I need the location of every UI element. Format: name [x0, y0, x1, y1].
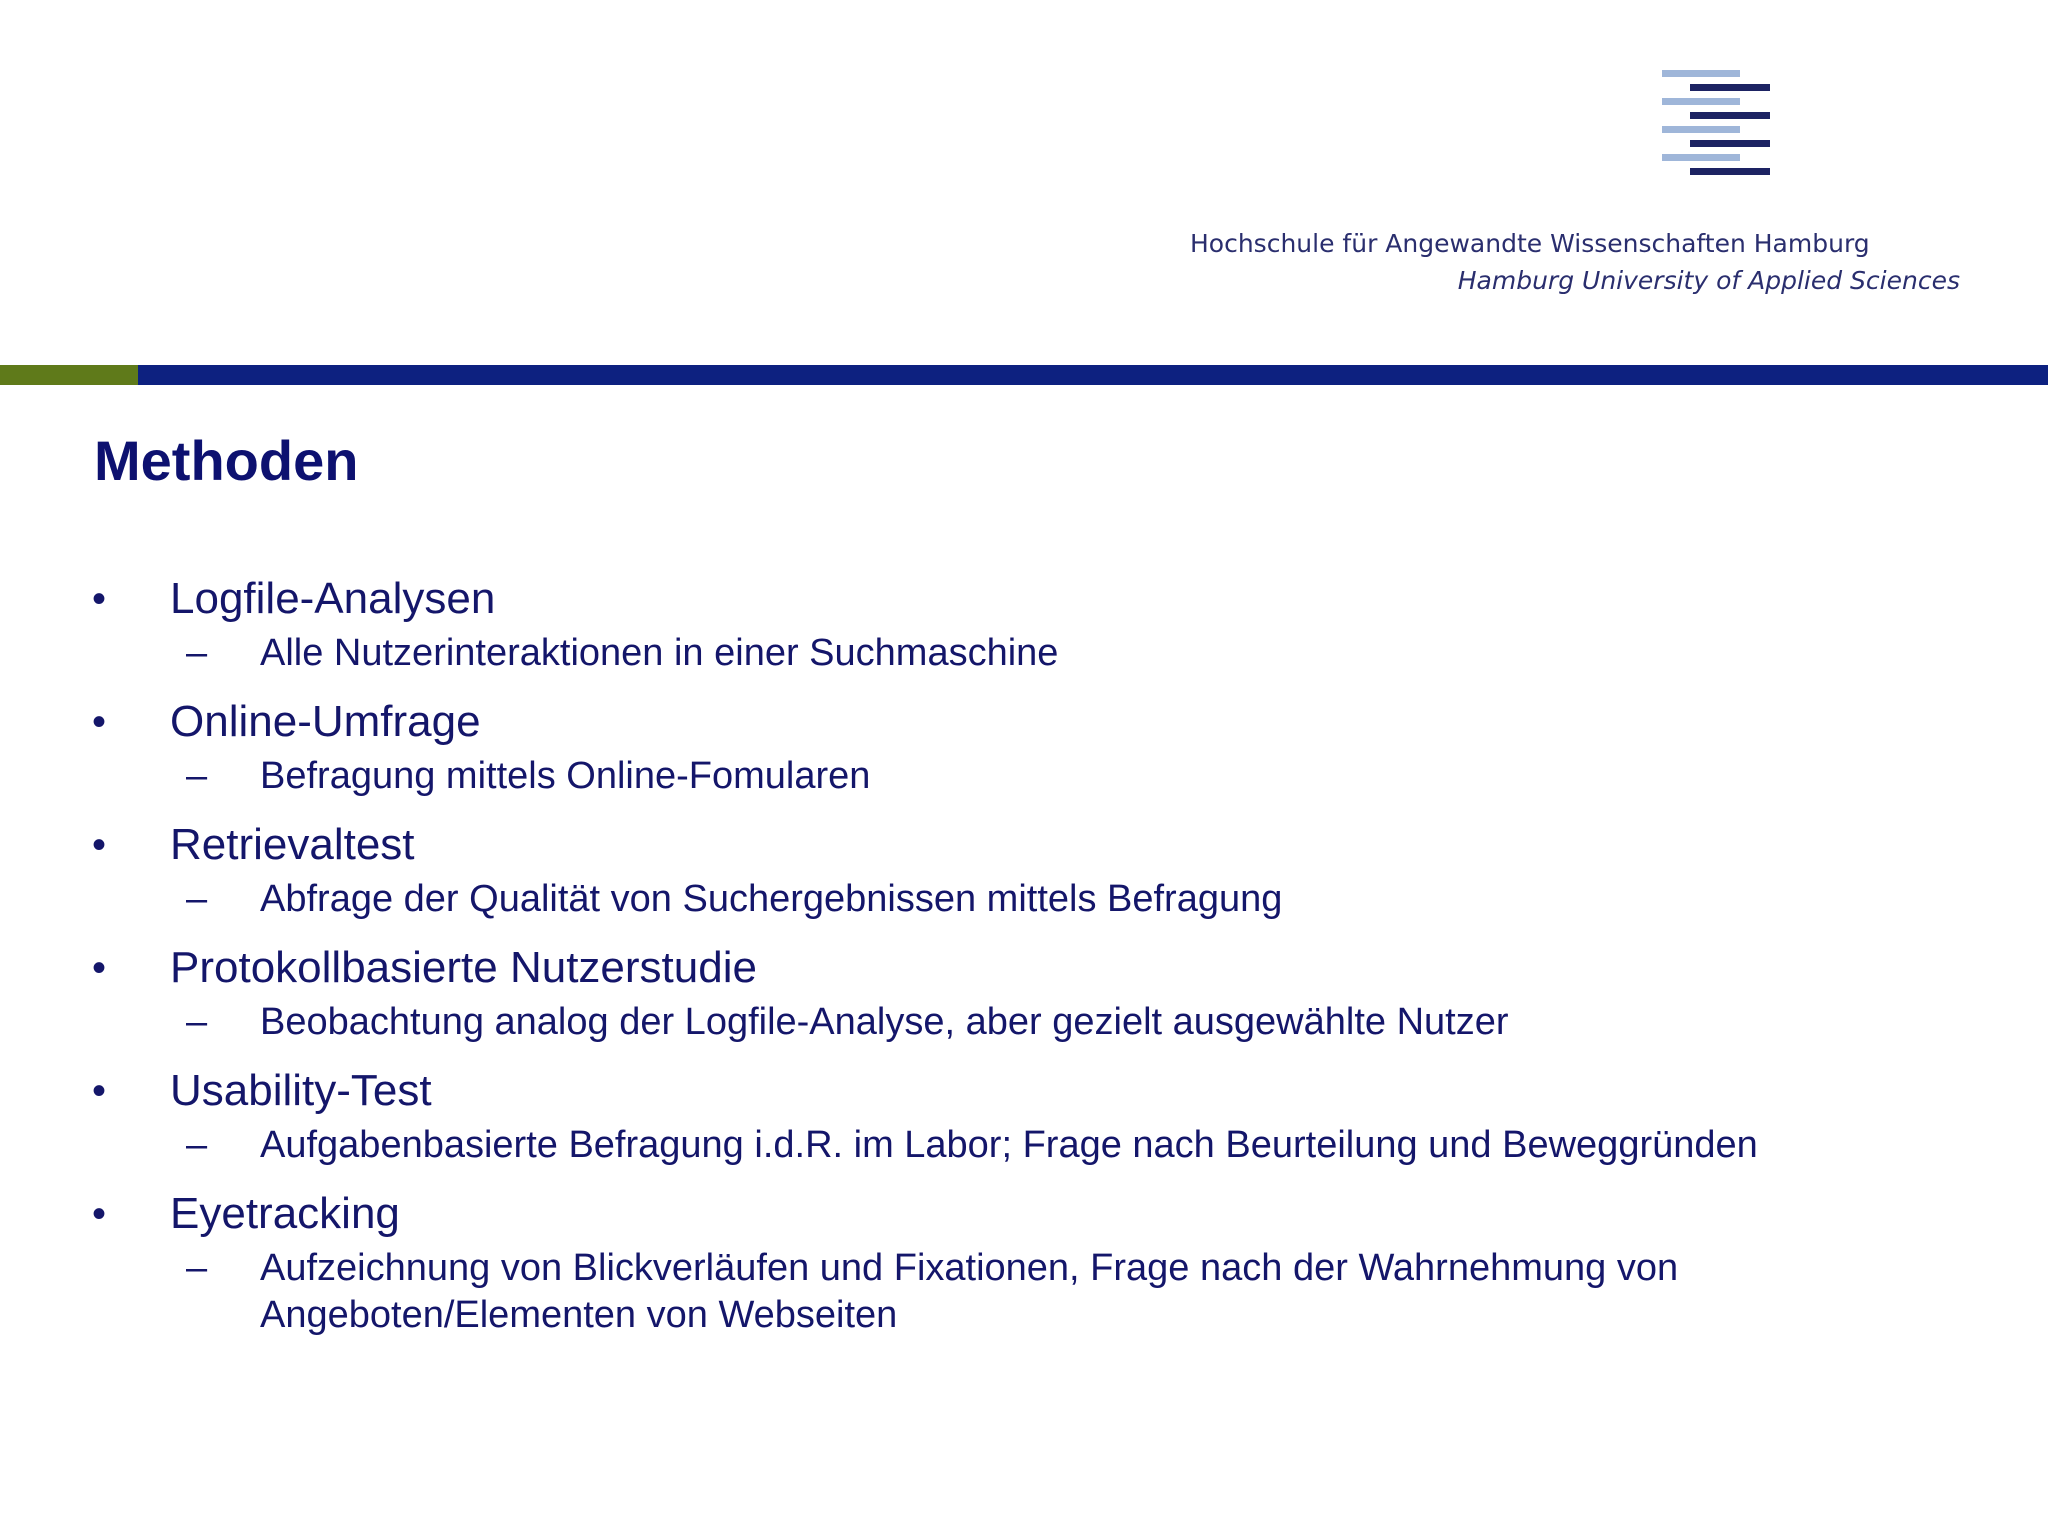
slide-title: Methoden — [94, 429, 359, 492]
header-stripe — [0, 365, 2048, 385]
institution-name-english: Hamburg University of Applied Sciences — [1457, 266, 1960, 295]
bullet-item — [92, 691, 1992, 814]
institution-name-german: Hochschule für Angewandte Wissenschaften Hamburg — [1190, 229, 1870, 258]
bullet-mark: • — [92, 577, 107, 621]
bullet-mark: • — [92, 700, 107, 744]
sub-item — [170, 1122, 1992, 1183]
bullet-label: Online-Umfrage — [170, 697, 481, 746]
bullet-mark: • — [92, 946, 107, 990]
sub-mark: – — [186, 755, 208, 797]
bullet-item — [92, 814, 1992, 937]
bullet-label: Retrievaltest — [170, 820, 415, 869]
bullet-mark: • — [92, 823, 107, 867]
sub-list — [170, 999, 1992, 1060]
sub-item — [170, 630, 1992, 691]
institution-name — [1190, 226, 1960, 300]
sub-list — [170, 876, 1992, 937]
bullet-item — [92, 568, 1992, 691]
sub-list — [170, 1245, 1992, 1353]
sub-mark: – — [186, 1001, 208, 1043]
bullet-item — [92, 1183, 1992, 1353]
sub-list — [170, 753, 1992, 814]
bullet-item — [92, 937, 1992, 1060]
sub-list — [170, 1122, 1992, 1183]
sub-label: Aufzeichnung von Blickverläufen und Fixationen, Frage nach der Wahrnehmung von Angeboten/Elementen von Webseiten — [260, 1247, 1679, 1336]
bullet-label: Logfile-Analysen — [170, 574, 496, 623]
sub-mark: – — [186, 878, 208, 920]
bullet-label: Usability-Test — [170, 1066, 432, 1115]
bullet-mark: • — [92, 1192, 107, 1236]
sub-mark: – — [186, 1247, 208, 1289]
haw-stripes-logo-icon — [1662, 70, 1770, 178]
sub-item — [170, 999, 1992, 1060]
bullet-label: Protokollbasierte Nutzerstudie — [170, 943, 757, 992]
sub-item — [170, 1245, 1800, 1353]
sub-item — [170, 876, 1992, 937]
sub-mark: – — [186, 1124, 208, 1166]
sub-list — [170, 630, 1992, 691]
bullet-mark: • — [92, 1069, 107, 1113]
sub-label: Abfrage der Qualität von Suchergebnissen mittels Befragung — [260, 878, 1283, 920]
sub-label: Alle Nutzerinteraktionen in einer Suchmaschine — [260, 632, 1059, 674]
bullet-list — [92, 568, 1992, 1353]
sub-label: Aufgabenbasierte Befragung i.d.R. im Labor; Frage nach Beurteilung und Beweggründen — [260, 1124, 1758, 1166]
bullet-label: Eyetracking — [170, 1189, 400, 1238]
sub-label: Befragung mittels Online-Fomularen — [260, 755, 871, 797]
header-stripe-accent — [0, 365, 138, 385]
sub-item — [170, 753, 1992, 814]
bullet-item — [92, 1060, 1992, 1183]
sub-mark: – — [186, 632, 208, 674]
sub-label: Beobachtung analog der Logfile-Analyse, aber gezielt ausgewählte Nutzer — [260, 1001, 1509, 1043]
